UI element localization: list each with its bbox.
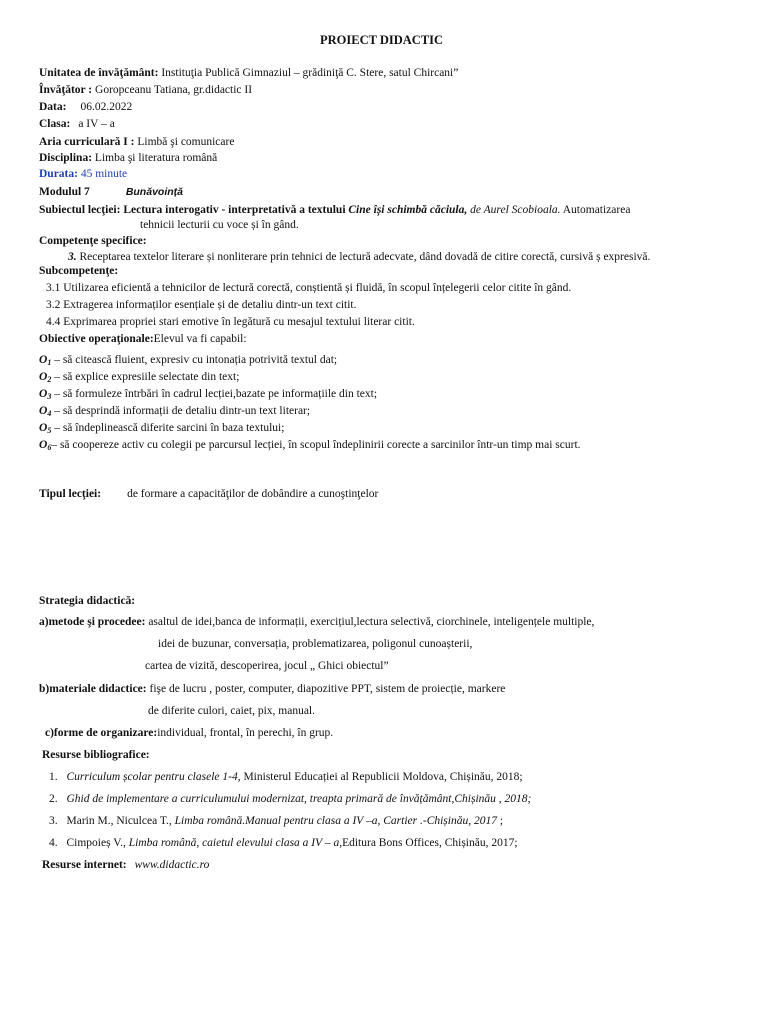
aria-label: Aria curriculară I : [39, 136, 135, 148]
obiectiv-code: O [39, 405, 48, 417]
obiectiv-item [39, 370, 239, 387]
invatator-value: Goropceanu Tatiana, gr.didactic II [92, 84, 253, 96]
metode-text-2: idei de buzunar, conversația, problematizarea, poligonul cunoașterii, [158, 638, 473, 650]
obiectiv-item [39, 387, 377, 404]
resursa-num: 3. [49, 815, 58, 827]
obiectiv-code: O [39, 422, 48, 434]
forme-value: individual, frontal, în perechi, în grup. [157, 727, 334, 739]
materiale-label: b)materiale didactice: [39, 683, 147, 695]
invatator-line [39, 83, 252, 97]
aria-value: Limbă şi comunicare [134, 136, 235, 148]
resursa-italic: Curriculum școlar pentru clasele 1-4 [66, 771, 238, 783]
metode-label: a)metode şi procedee: [39, 616, 146, 628]
metode-text-3: cartea de vizită, descoperirea, jocul „ Ghici obiectul” [145, 660, 389, 672]
resursa-item [49, 770, 523, 784]
resursa-num: 4. [49, 837, 58, 849]
resursa-item [49, 836, 518, 850]
obiectiv-item [39, 421, 284, 438]
tipul-label: Tipul lecţiei: [39, 488, 102, 500]
data-label: Data: [39, 101, 67, 113]
competente-num: 3. [68, 251, 77, 263]
obiective-label: Obiective operaţionale: [39, 333, 154, 345]
resursa-italic: Ghid de implementare a curriculumului modernizat, treapta primară de învățământ,Chișinău , 2018; [66, 793, 532, 805]
competente-line [68, 250, 650, 264]
data-value: 06.02.2022 [80, 101, 133, 113]
resursa-num: 2. [49, 793, 58, 805]
obiectiv-item [39, 438, 581, 455]
obiectiv-item [39, 404, 310, 421]
tipul-line [39, 487, 378, 501]
subiect-text: Lectura interogativ - interpretativă a textului [120, 204, 349, 216]
competente-label: Competenţe specifice: [39, 235, 147, 247]
tipul-value: de formare a capacităţilor de dobândire a cunoştinţelor [127, 488, 379, 500]
disciplina-value: Limba şi literatura română [92, 152, 218, 164]
subiect-author: Aurel Scobioala. [483, 204, 561, 216]
obiectiv-item [39, 353, 337, 370]
subcompetente-label: Subcompetenţe: [39, 265, 119, 277]
obiectiv-sub: 1 [47, 358, 52, 367]
page-title: PROIECT DIDACTIC [320, 33, 444, 47]
durata-label: Durata: [39, 168, 78, 180]
competente-text: Receptarea textelor literare și nonliterare prin tehnici de lectură adecvate, dând dovadă de citire corectă, cursivă ș expresivă. [76, 251, 651, 263]
clasa-line [39, 117, 115, 131]
materiale-text-1: fişe de lucru , poster, computer, diapozitive PPT, sistem de proiecție, markere [146, 683, 506, 695]
obiectiv-code: O [39, 354, 48, 366]
obiectiv-sub: 5 [47, 426, 52, 435]
internet-link[interactable]: www.didactic.ro [134, 859, 210, 871]
subiect-author-prefix: de [467, 204, 484, 216]
subcompetenta-item: 4.4 Exprimarea propriei stari emotive în legătură cu mesajul textului literar citit. [46, 316, 415, 328]
disciplina-label: Disciplina: [39, 152, 93, 164]
resursa-item [49, 792, 531, 806]
durata-line [39, 167, 127, 181]
unitate-line [39, 66, 458, 80]
disciplina-line [39, 151, 217, 165]
obiectiv-text: – să desprindă informații de detaliu dintr-un text literar; [51, 405, 311, 417]
subcompetenta-item: 3.2 Extragerea informaților esențiale și de detaliu dintr-un text citit. [46, 299, 357, 311]
internet-label: Resurse internet: [42, 859, 127, 871]
obiectiv-sub: 2 [47, 375, 52, 384]
clasa-label: Clasa: [39, 118, 71, 130]
forme-line [45, 726, 333, 740]
obiectiv-code: O [39, 371, 48, 383]
subiect-line-2: tehnicii lecturii cu voce și în gând. [140, 219, 299, 231]
forme-label: c)forme de organizare: [45, 727, 158, 739]
obiectiv-sub: 3 [47, 392, 52, 401]
obiective-intro: Elevul va fi capabil: [153, 333, 247, 345]
resursa-italic: Limba română.Manual pentru clasa a IV –a, Cartier .-Chișinău, 2017 [174, 815, 497, 827]
resursa-num: 1. [49, 771, 58, 783]
durata-value: 45 minute [77, 168, 128, 180]
resursa-normal: ; [496, 815, 504, 827]
obiectiv-text: – să formuleze întrbări în cadrul lecției,bazate pe informațiile din text; [51, 388, 378, 400]
subiect-work-title: Cine își schimbă căciula, [348, 204, 468, 216]
obiectiv-text: – să coopereze activ cu colegii pe parcursul lecției, în scopul îndeplinirii corecte a sarcinilor într-un timp mai scurt. [51, 439, 581, 451]
metode-text-1: asaltul de idei,banca de informații, exercițiul,lectura selectivă, ciorchinele, inteligențele multiple, [145, 616, 595, 628]
internet-line [42, 858, 209, 872]
subiect-label: Subiectul lecţiei: [39, 204, 121, 216]
obiectiv-sub: 4 [47, 409, 52, 418]
obiectiv-sub: 6 [47, 443, 52, 452]
strategia-label: Strategia didactică: [39, 595, 136, 607]
obiectiv-code: O [39, 439, 48, 451]
materiale-text-2: de diferite culori, caiet, pix, manual. [148, 705, 316, 717]
obiectiv-text: – să îndeplinească diferite sarcini în baza textului; [51, 422, 285, 434]
subiect-line [39, 203, 630, 217]
modul-value: Bunăvoință [125, 186, 183, 198]
subcompetenta-item: 3.1 Utilizarea eficientă a tehnicilor de lectură corectă, conștientă și fluidă, în scopul înțelegerii celor citite în gând. [46, 282, 572, 294]
modul-line [39, 185, 183, 199]
resursa-normal-pre: Cimpoieș V., [66, 837, 129, 849]
aria-line [39, 135, 234, 149]
obiectiv-code: O [39, 388, 48, 400]
subiect-rest: Automatizarea [560, 204, 631, 216]
materiale-line [39, 682, 505, 696]
invatator-label: Învăţător : [39, 84, 93, 96]
data-line [39, 100, 132, 114]
metode-line [39, 615, 594, 629]
clasa-value: a IV – a [78, 118, 115, 130]
resursa-normal: Editura Bons Offices, Chișinău, 2017; [342, 837, 518, 849]
resursa-italic: Limba română, caietul elevului clasa a IV – a, [128, 837, 343, 849]
modul-label: Modulul 7 [39, 186, 90, 198]
resursa-normal-pre: Marin M., Niculcea T., [66, 815, 175, 827]
resursa-normal: , Ministerul Educației al Republicii Moldova, Chișinău, 2018; [237, 771, 523, 783]
obiectiv-text: – să citească fluient, expresiv cu intonația potrivită textul dat; [51, 354, 338, 366]
unitate-label: Unitatea de învăţământ: [39, 67, 159, 79]
unitate-value: Instituţia Publică Gimnaziul – grădiniţă C. Stere, satul Chircani” [158, 67, 459, 79]
obiective-line [39, 332, 247, 346]
resursa-item [49, 814, 503, 828]
obiectiv-text: – să explice expresiile selectate din text; [51, 371, 240, 383]
resurse-label: Resurse bibliografice: [42, 749, 150, 761]
